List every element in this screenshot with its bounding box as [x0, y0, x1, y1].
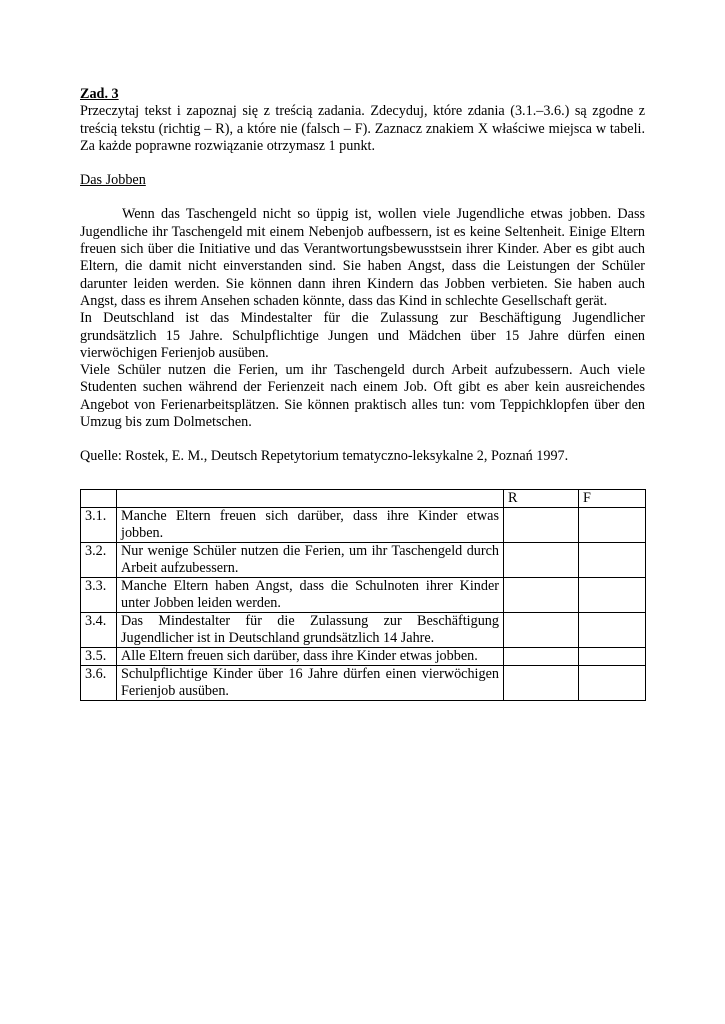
row-statement: Manche Eltern freuen sich darüber, dass ihre Kinder etwas jobben.: [117, 508, 504, 543]
answer-cell-r[interactable]: [504, 578, 579, 613]
answer-table: [80, 489, 646, 701]
text-body: [80, 206, 645, 431]
row-statement: Manche Eltern haben Angst, dass die Schulnoten ihrer Kinder unter Jobben leiden werden.: [117, 578, 504, 613]
answer-cell-f[interactable]: [579, 613, 646, 648]
answer-cell-f[interactable]: [579, 666, 646, 701]
header-f: F: [579, 490, 646, 508]
answer-cell-r[interactable]: [504, 666, 579, 701]
text-source: Quelle: Rostek, E. M., Deutsch Repetytorium tematyczno-leksykalne 2, Poznań 1997.: [80, 448, 569, 465]
table-header-row: [81, 490, 646, 508]
header-statement-cell: [117, 490, 504, 508]
answer-cell-r[interactable]: [504, 543, 579, 578]
answer-cell-r[interactable]: [504, 648, 579, 666]
answer-cell-f[interactable]: [579, 508, 646, 543]
text-paragraph: In Deutschland ist das Mindestalter für die Zulassung zur Beschäftigung Jugendlicher grundsätzlich 15 Jahre. Schulpflichtige Jungen und Mädchen über 15 Jahre dürfen einen vierwöchigen Ferienjob ausüben.: [80, 310, 645, 361]
row-number: 3.5.: [81, 648, 117, 666]
table-row: [81, 578, 646, 613]
page-content: [80, 86, 645, 466]
row-number: 3.3.: [81, 578, 117, 613]
answer-cell-f[interactable]: [579, 578, 646, 613]
row-number: 3.6.: [81, 666, 117, 701]
text-paragraph: Viele Schüler nutzen die Ferien, um ihr Taschengeld durch Arbeit aufzubessern. Auch viele Studenten suchen während der Ferienzeit nach einem Job. Oft gibt es aber kein ausreichendes Angebot von Ferienarbeitsplätzen. Sie können praktisch alles tun: vom Teppichklopfen über den Umzug bis zum Dolmetschen.: [80, 362, 645, 431]
table-row: [81, 666, 646, 701]
header-num-cell: [81, 490, 117, 508]
answer-cell-f[interactable]: [579, 543, 646, 578]
task-instructions: Przeczytaj tekst i zapoznaj się z treścią zadania. Zdecyduj, które zdania (3.1.–3.6.) są zgodne z treścią tekstu (richtig – R), a które nie (falsch – F). Zaznacz znakiem X właściwe miejsca w tabeli. Za każde poprawne rozwiązanie otrzymasz 1 punkt.: [80, 103, 645, 154]
row-statement: Alle Eltern freuen sich darüber, dass ihre Kinder etwas jobben.: [117, 648, 504, 666]
answer-cell-r[interactable]: [504, 613, 579, 648]
text-paragraph: Wenn das Taschengeld nicht so üppig ist, wollen viele Jugendliche etwas jobben. Dass Jugendliche ihr Taschengeld mit einem Nebenjob aufbessern, ist es keine Seltenheit. Einige Eltern freuen sich über die Initiative und das Verantwortungsbewusstsein ihrer Kinder. Aber es gibt auch Eltern, die damit nicht einverstanden sind. Sie haben Angst, dass die Leistungen der Schüler darunter leiden werden. Sie können dann ihren Kindern das Jobben verbieten. Sie haben auch Angst, dass es ihrem Ansehen schaden könnte, dass das Kind in schlechte Gesellschaft gerät.: [80, 206, 645, 309]
row-number: 3.4.: [81, 613, 117, 648]
row-statement: Das Mindestalter für die Zulassung zur Beschäftigung Jugendlicher ist in Deutschland grundsätzlich 14 Jahre.: [117, 613, 504, 648]
header-r: R: [504, 490, 579, 508]
row-number: 3.2.: [81, 543, 117, 578]
table-row: [81, 648, 646, 666]
text-title: Das Jobben: [80, 172, 146, 189]
row-statement: Schulpflichtige Kinder über 16 Jahre dürfen einen vierwöchigen Ferienjob ausüben.: [117, 666, 504, 701]
row-statement: Nur wenige Schüler nutzen die Ferien, um ihr Taschengeld durch Arbeit aufzubessern.: [117, 543, 504, 578]
answer-cell-f[interactable]: [579, 648, 646, 666]
table-row: [81, 613, 646, 648]
answer-cell-r[interactable]: [504, 508, 579, 543]
table-row: [81, 543, 646, 578]
task-title: Zad. 3: [80, 86, 119, 102]
row-number: 3.1.: [81, 508, 117, 543]
table-row: [81, 508, 646, 543]
